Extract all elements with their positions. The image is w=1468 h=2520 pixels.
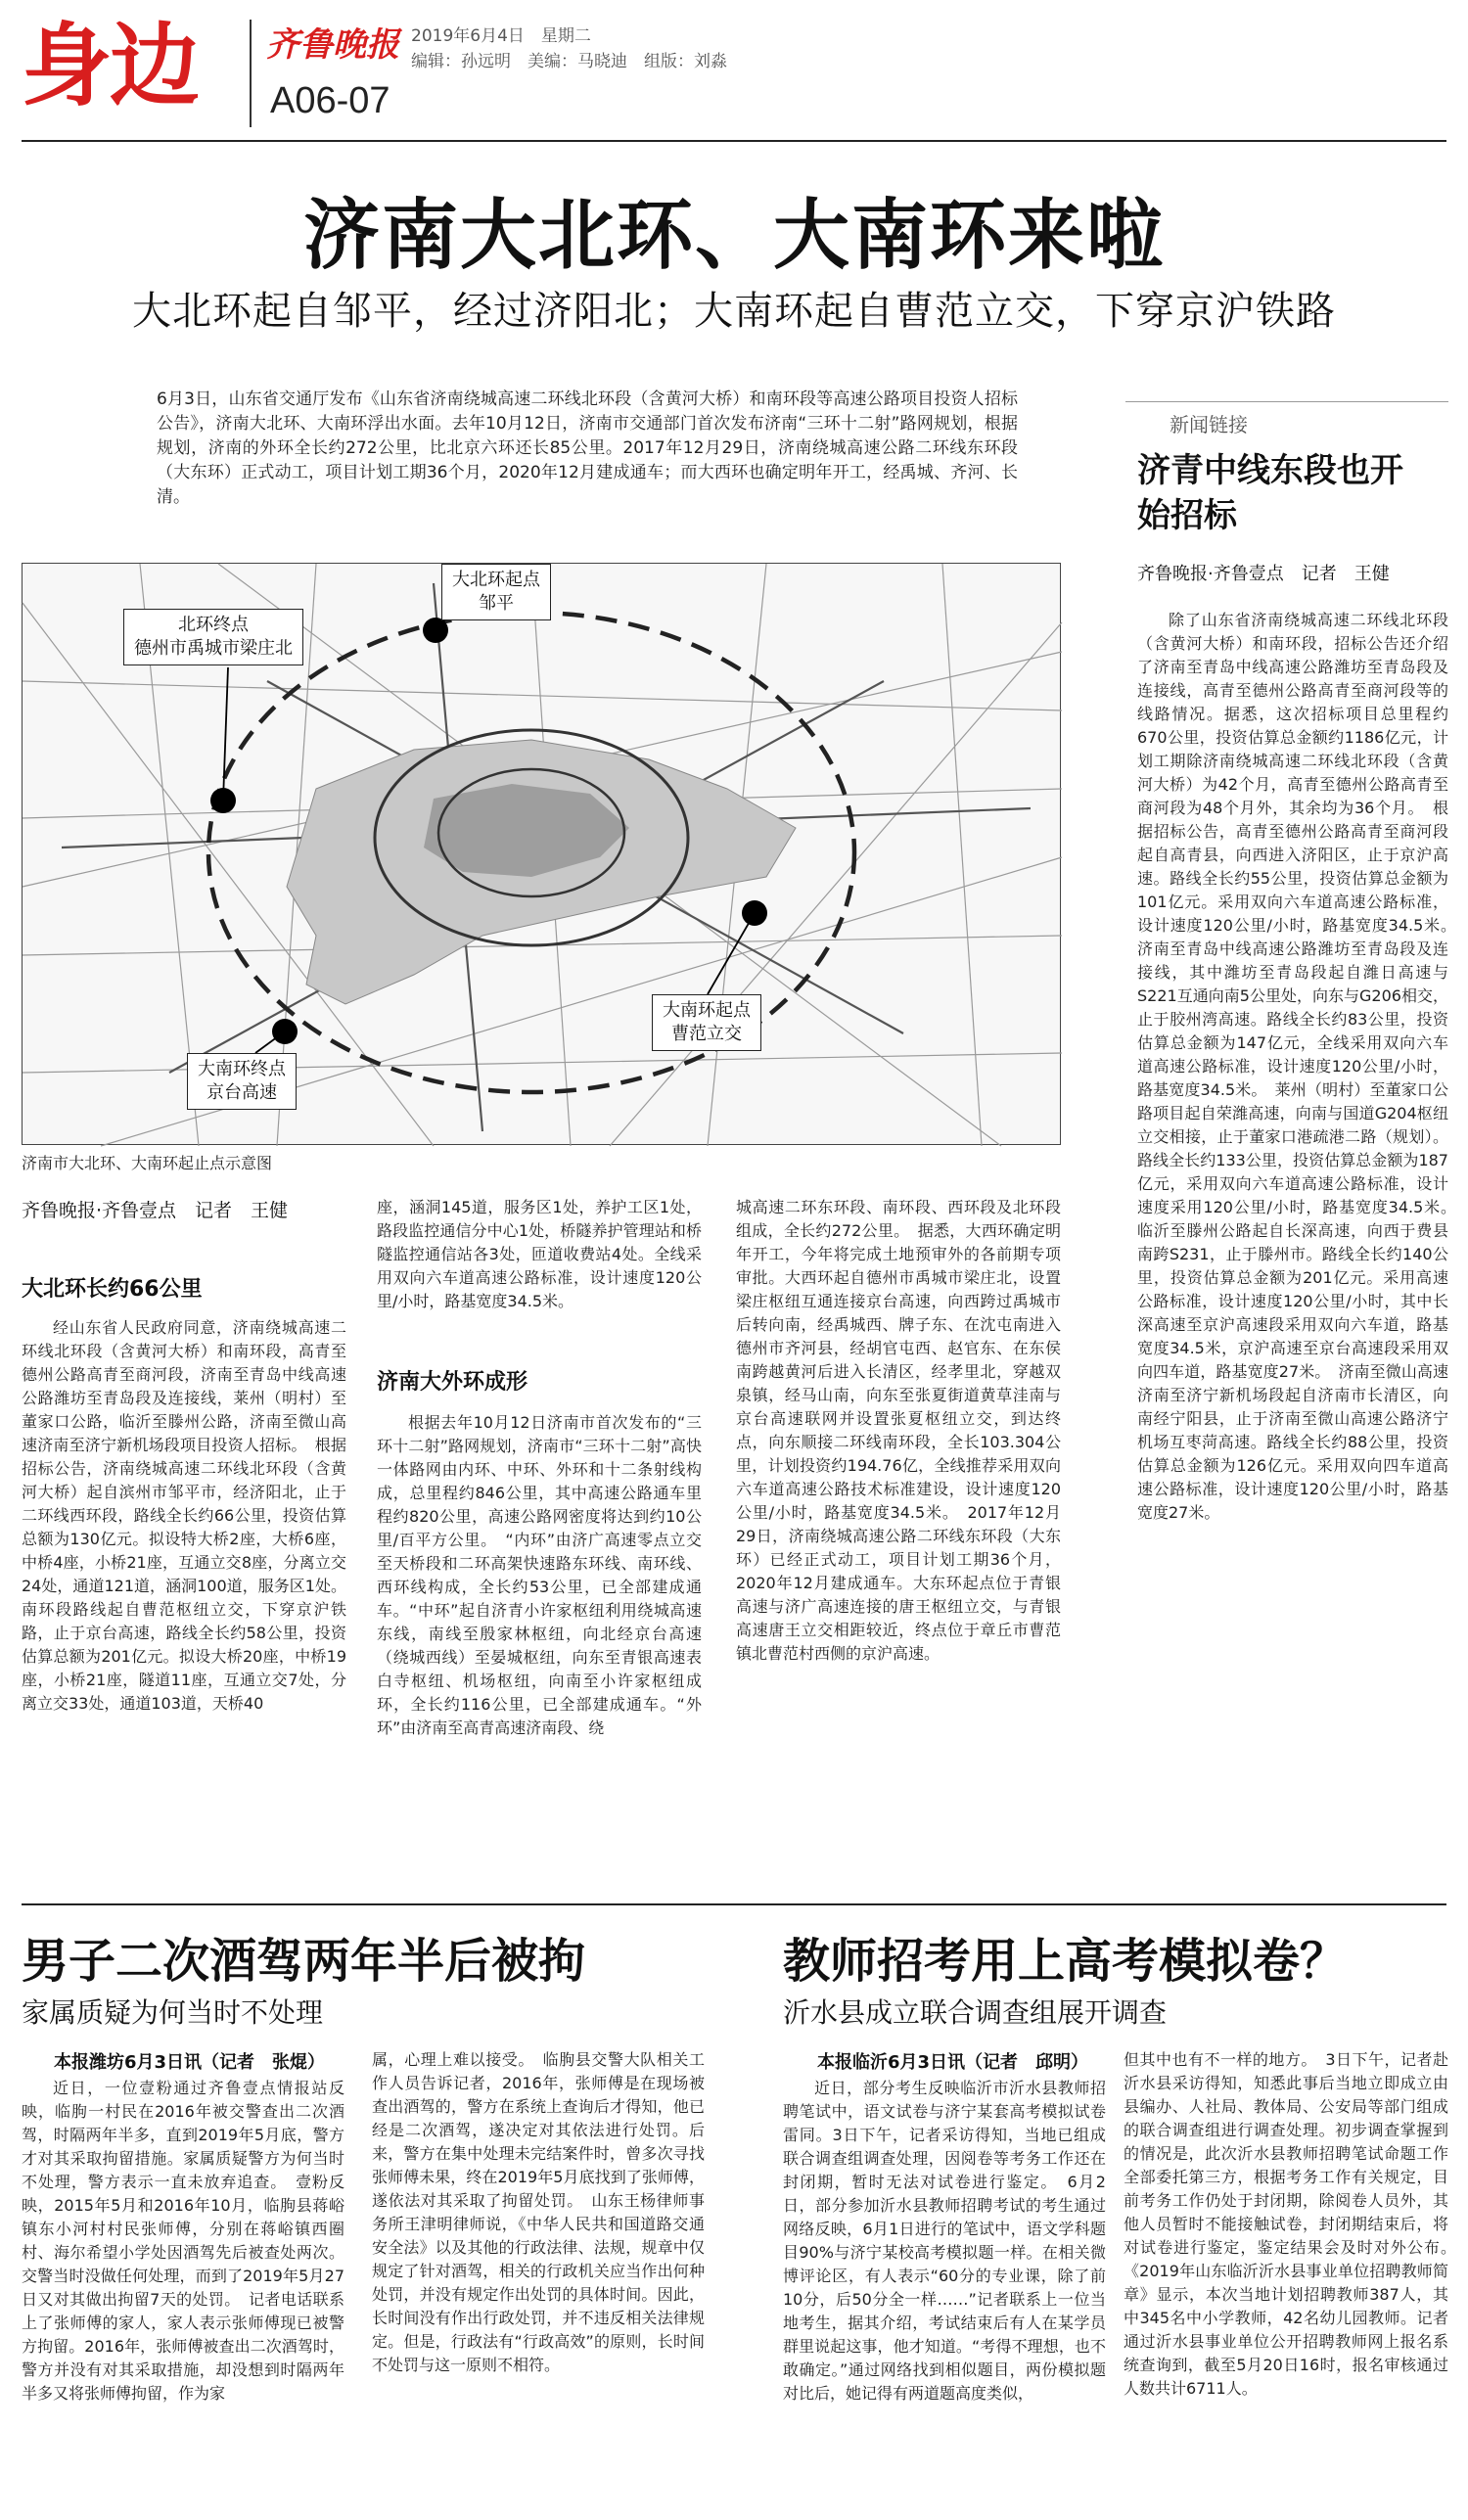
story-text: 但其中也有不一样的地方。 3日下午，记者赴沂水县采访得知，知悉此事后当地立即成立由县编办、人社局、教体局、公安局等部门组成的联合调查组进行调查处理。初步调查掌握到的情况是，此次沂水县教师招聘笔试命题工作全部委托第三方，根据考务工作有关规定，目前考务工作仍处于封闭期，除阅卷人员外，其他人员暂时不能接触试卷，封闭期结束后，将对试卷进行鉴定，鉴定结果会及时对外公布。 《2019年山东临沂沂水县事业单位招聘教师简章》显示，本次当地计划招聘教师387人，其中345名中小学教师，42名幼儿园教师。记者通过沂水县事业单位公开招聘教师网上报名系统查询到，截至5月20日16时，报名审核通过人数共计6711人。 (1124, 2050, 1465, 2398)
subtitle-outer-ring: 济南大外环成形 (377, 1370, 528, 1395)
story3-column-1 (783, 2077, 1106, 2507)
story-text: 近日，部分考生反映临沂市沂水县教师招聘笔试中，语文试卷与济宁某套高考模拟试卷雷同。3日下午，记者采访得知，当地已组成联合调查组调查处理，因阅卷等考务工作还在封闭期，暂时无法对试卷进行鉴定。 6月2日，部分参加沂水县教师招聘考试的考生通过网络反映，6月1日进行的笔试中，语文学科题目90%与济宁某校高考模拟题一样。在相关微博评论区，有人表示“60分的专业课，除了前10分，后50分全一样……”记者联系上一位当地考生，据其介绍，考试结束后有人在某学员群里说起这事，他才知道。“考得不理想，也不敢确定。”通过网络找到相似题目，两份模拟题对比后，她记得有两道题高度类似， (783, 2079, 1106, 2403)
issue-date: 2019年6月4日 星期二 (411, 26, 591, 46)
callout-north-end (123, 609, 303, 665)
callout-north-start (441, 564, 551, 620)
story2-column-1 (22, 2077, 344, 2507)
callout-text: 京台高速 (206, 1082, 277, 1103)
sidebar-text: 除了山东省济南绕城高速二环线北环段（含黄河大桥）和南环段，招标公告还介绍了济南至青岛中线高速公路潍坊至青岛段及连接线，高青至德州公路高青至商河段等的线路情况。据悉，这次招标项目总里程约670公里，投资估算总金额约1186亿元，计划工期除济南绕城高速二环线北环段（含黄河大桥）为42个月，高青至德州公路高青至商河段为48个月外，其余均为36个月。 根据招标公告，高青至德州公路高青至商河段起自高青县，向西进入济阳区，止于京沪高速。路线全长约55公里，投资估算总金额为101亿元。采用双向六车道高速公路标准，设计速度120公里/小时，路基宽度34.5米。 济南至青岛中线高速公路潍坊至青岛段及连接线，其中潍坊至青岛段起自潍日高速与S221互通向南5公里处，向东与G206相交，止于胶州湾高速。路线全长约83公里，投资估算总金额为147亿元，全线采用双向六车道高速公路标准，设计速度120公里/小时，路基宽度34.5米。 莱州（明村）至董家口公路项目起自荣潍高速，向南与国道G204枢纽立交相接，止于董家口港疏港二路（规划）。路线全长约133公里，投资估算总金额为187亿元，采用双向六车道高速公路标准，设计速度采用120公里/小时，路基宽度34.5米。 临沂至滕州公路起自长深高速，向西于费县南跨S231，止于滕州市。路线全长约140公里，投资估算总金额为201亿元。采用高速公路标准，设计速度120公里/小时，其中长深高速至京沪高速段采用双向六车道，路基宽度34.5米，京沪高速至京台高速段采用双向四车道，路基宽度27米。 济南至微山高速济南至济宁新机场段起自济南市长清区，向南经宁阳县，止于济南至微山高速公路济宁机场互枣菏高速。路线全长约88公里，投资估算总金额为126亿元。采用双向四车道高速公路标准，设计速度120公里/小时，路基宽度27米。 (1137, 611, 1465, 1522)
sidebar-tag: 新闻链接 (1170, 413, 1248, 436)
callout-text: 邹平 (479, 593, 514, 614)
callout-text: 北环终点 (178, 615, 249, 635)
section-label: 身边 (22, 14, 199, 118)
story3-headline: 教师招考用上高考模拟卷？ (783, 1934, 1348, 1989)
bottom-rule (22, 1903, 1446, 1905)
page-header (0, 0, 1468, 157)
header-rule (22, 140, 1446, 142)
callout-text: 大南环终点 (198, 1059, 286, 1079)
column-2a (377, 1196, 702, 1343)
story2-byline: 本报潍坊6月3日讯（记者 张焜） (54, 2052, 326, 2073)
sidebar-title: 济青中线东段也开始招标 (1137, 451, 1403, 535)
sidebar-body (1137, 609, 1465, 1847)
column-text: 城高速二环东环段、南环段、西环段及北环段组成，全长约272公里。 据悉，大西环确定明年开工，今年将完成土地预审外的各前期专项审批。大西环起自德州市禹城市梁庄北，设置梁庄枢纽互通连接京台高速，向西跨过禹城市后转向南，经禹城西、牌子东、在沈屯南进入德州市齐河县，经胡官屯西、赵官东、在东侯南跨越黄河后进入长清区，经孝里北，穿越双泉镇，经马山南，向东至张夏街道黄草洼南与京台高速联网并设置张夏枢纽立交，到达终点，向东顺接二环线南环段，全长103.304公里，计划投资约194.76亿，全线推荐采用双向六车道高速公路技术标准建设，设计速度120公里/小时，路基宽度34.5米。 2017年12月29日，济南绕城高速公路二环线东环段（大东环）已经正式动工，项目计划工期36个月，2020年12月建成通车。大东环起点位于青银高速与济广高速连接的唐王枢纽立交，与青银高速唐王立交相距较近，终点位于章丘市曹范镇北曹范村西侧的京沪高速。 (736, 1198, 1061, 1663)
story-text: 近日，一位壹粉通过齐鲁壹点情报站反映，临朐一村民在2016年被交警查出二次酒驾，时隔两年半多，直到2019年5月底，警方才对其采取拘留措施。家属质疑警方为何当时不处理，警方表示一直未放弃追查。 壹粉反映，2015年5月和2016年10月，临朐县蒋峪镇东小河村村民张师傅，分别在蒋峪镇西圈村、海尔希望小学处因酒驾先后被查处两次。交警当时没做任何处理，而到了2019年5月27日又对其做出拘留7天的处罚。 记者电话联系上了张师傅的家人，家人表示张师傅现已被警方拘留。2016年，张师傅被查出二次酒驾时，警方并没有对其采取措施，却没想到时隔两年半多又将张师傅拘留，作为家 (22, 2079, 344, 2403)
subtitle-north-ring: 大北环长约66公里 (22, 1277, 203, 1302)
callout-south-start (652, 994, 761, 1051)
story2-column-2 (372, 2048, 705, 2508)
story3-byline: 本报临沂6月3日讯（记者 邱明） (817, 2052, 1089, 2073)
callout-text: 德州市禹城市梁庄北 (134, 638, 293, 659)
column-text: 经山东省人民政府同意，济南绕城高速二环线北环段（含黄河大桥）和南环段，高青至德州公路高青至商河段，济南至青岛中线高速公路潍坊至青岛段及连接线，莱州（明村）至董家口公路，临沂至滕州公路，济南至微山高速济南至济宁新机场段项目投资人招标。 根据招标公告，济南绕城高速二环线北环段（含黄河大桥）起自滨州市邹平市，经济阳北，止于二环线西环段，路线全长约66公里，投资估算总额为130亿元。拟设特大桥2座，大桥6座，中桥4座，小桥21座，互通立交8座，分离立交24处，通道121道，涵洞100道，服务区1处。南环段路线起自曹范枢纽立交，下穿京沪铁路，止于京台高速，路线全长约58公里，投资估算总额为201亿元。拟设大桥20座，中桥19座，小桥21座，隧道11座，互通立交7处，分离立交33处，通道103道，天桥40 (22, 1318, 346, 1713)
header-divider (250, 20, 252, 127)
map-caption: 济南市大北环、大南环起止点示意图 (22, 1154, 273, 1172)
callout-text: 大南环起点 (663, 1000, 751, 1021)
callout-text: 曹范立交 (671, 1024, 742, 1044)
sidebar-byline: 齐鲁晚报·齐鲁壹点 记者 王健 (1137, 564, 1390, 584)
story2-subhead: 家属质疑为何当时不处理 (22, 1996, 324, 2029)
story-text: 属，心理上难以接受。 临朐县交警大队相关工作人员告诉记者，2016年，张师傅是在现场被查出酒驾的，警方在系统上查询后才得知，他已经是二次酒驾，遂决定对其依法进行处罚。后来，警方在集中处理未完结案件时，曾多次寻找张师傅未果，终在2019年5月底找到了张师傅，遂依法对其采取了拘留处罚。 山东王杨律师事务所王津明律师说，《中华人民共和国道路交通安全法》以及其他的行政法律、法规，规章中仅规定了针对酒驾，相关的行政机关应当作出何种处罚，并没有规定作出处罚的具体时间。因此，长时间没有作出行政处罚，并不违反相关法律规定。但是，行政法有“行政高效”的原则，长时间不处罚与这一原则不相符。 (372, 2050, 705, 2374)
callout-south-end (187, 1053, 297, 1110)
column-1 (22, 1316, 346, 1845)
column-3 (736, 1196, 1061, 1847)
sidebar-rule (1125, 401, 1448, 402)
column-text: 座，涵洞145道，服务区1处，养护工区1处，路段监控通信分中心1处，桥隧养护管理站和桥隧监控通信站各3处，匝道收费站4处。全线采用双向六车道高速公路标准，设计速度120公里/小时，路基宽度34.5米。 (377, 1198, 702, 1310)
column-text: 根据去年10月12日济南市首次发布的“三环十二射”路网规划，济南市“三环十二射”高快一体路网由内环、中环、外环和十二条射线构成，总里程约846公里，其中高速公路通车里程约820公里，高速公路网密度将达到约10公里/百平方公里。 “内环”由济广高速零点立交至天桥段和二环高架快速路东环线、南环线、西环线构成，全长约53公里，已全部建成通车。“中环”起自济青小许家枢纽利用绕城高速东线，南线至殷家林枢纽，向北经京台高速（绕城西线）至晏城枢纽，向东至青银高速表白寺枢纽、机场枢纽，向南至小许家枢纽成环，全长约116公里，已全部建成通车。“外环”由济南至高青高速济南段、绕 (377, 1413, 702, 1737)
main-subhead: 大北环起自邹平，经过济阳北；大南环起自曹范立交，下穿京沪铁路 (132, 289, 1336, 334)
page-number: A06-07 (270, 80, 390, 121)
story3-column-2 (1124, 2048, 1465, 2508)
lead-paragraph: 6月3日，山东省交通厅发布《山东省济南绕城高速二环线北环段（含黄河大桥）和南环段等高速公路项目投资人招标公告》，济南大北环、大南环浮出水面。去年10月12日，济南市交通部门首次发布济南“三环十二射”路网规划，根据规划，济南的外环全长约272公里，比北京六环还长85公里。2017年12月29日，济南绕城高速公路二环线东环段（大东环）正式动工，项目计划工期36个月，2020年12月建成通车；而大西环也确定明年开工，经禹城、齐河、长清。 (157, 389, 1018, 507)
main-byline: 齐鲁晚报·齐鲁壹点 记者 王健 (22, 1200, 289, 1221)
story3-subhead: 沂水县成立联合调查组展开调查 (783, 1996, 1168, 2029)
newspaper-brand: 齐鲁晚报 (266, 25, 399, 65)
main-headline: 济南大北环、大南环来啦 (302, 192, 1165, 280)
route-map (22, 563, 1061, 1145)
callout-text: 大北环起点 (452, 570, 540, 590)
editor-credits: 编辑：孙远明 美编：马晓迪 组版：刘淼 (411, 52, 727, 71)
story2-headline: 男子二次酒驾两年半后被拘 (22, 1934, 586, 1989)
column-2b (377, 1411, 702, 1847)
